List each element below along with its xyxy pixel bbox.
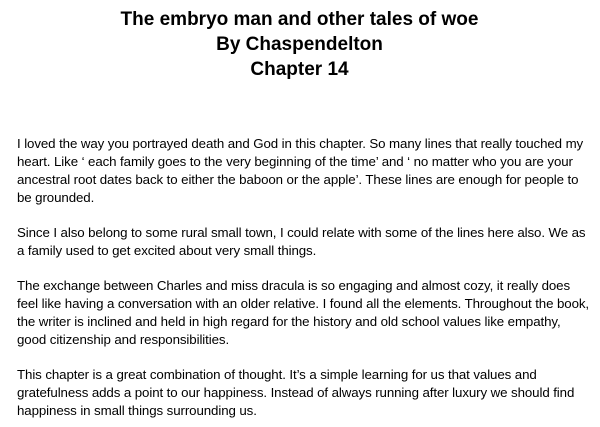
paragraph: Since I also belong to some rural small town, I could relate with some of the lines here also. We as a family used to get excited about very small things. [17,225,586,258]
paragraph: This chapter is a great combination of thought. It’s a simple learning for us that values and gratefulness adds a point to our happiness. Instead of always running after luxury we should find happiness in small things surrounding us. [17,367,575,418]
chapter-heading: Chapter 14 [250,59,349,80]
document-header [7,7,592,82]
paragraph: The exchange between Charles and miss dracula is so engaging and almost cozy, it really does feel like having a conversation with an older relative. I found all the elements. Throughout the book, the writer is inclined and held in high regard for the history and old school values like empathy, good citizenship and responsibilities. [17,278,590,347]
document-title: The embryo man and other tales of woe [120,9,479,30]
review-body [17,135,592,420]
paragraph: I loved the way you portrayed death and God in this chapter. So many lines that really touched my heart. Like ‘ each family goes to the very beginning of the time’ and ‘ no matter who you are your ancestral root dates back to either the baboon or the apple’. These lines are enough for people to be grounded. [17,136,584,205]
author-byline: By Chaspendelton [216,34,383,55]
